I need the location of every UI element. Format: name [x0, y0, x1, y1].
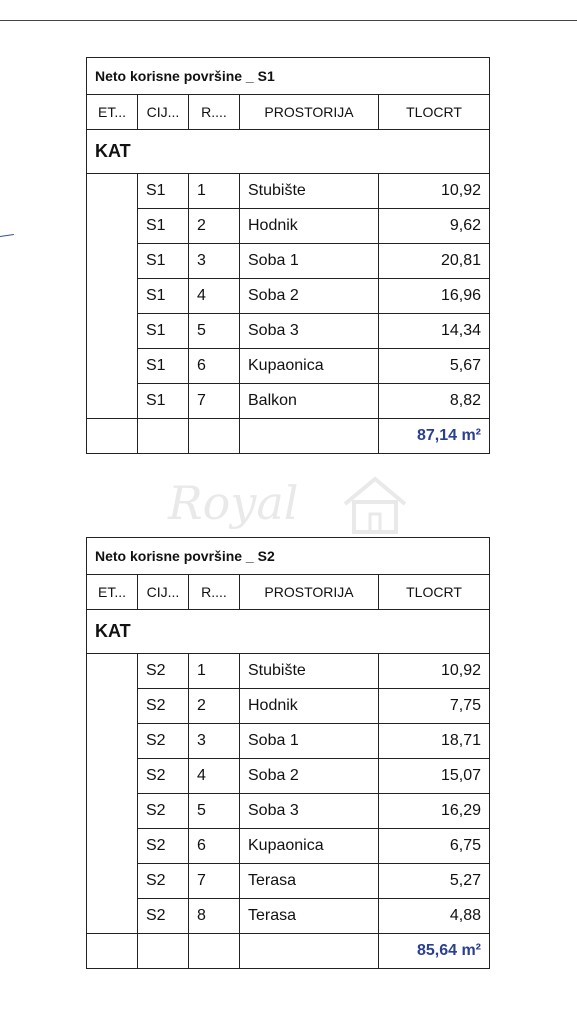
tlocrt-cell: 15,07 — [379, 759, 490, 794]
table-row — [87, 829, 490, 864]
tlocrt-cell: 14,34 — [379, 314, 490, 349]
cij-cell: S1 — [138, 349, 189, 384]
col-header-prostorija: PROSTORIJA — [240, 575, 379, 610]
cij-cell: S1 — [138, 209, 189, 244]
prostorija-cell: Terasa — [240, 899, 379, 934]
tlocrt-cell: 16,29 — [379, 794, 490, 829]
table-header-row — [87, 575, 490, 610]
col-header-et: ET... — [87, 95, 138, 130]
table-row — [87, 794, 490, 829]
r-cell: 6 — [189, 349, 240, 384]
cij-cell: S1 — [138, 384, 189, 419]
r-cell: 1 — [189, 174, 240, 209]
r-cell: 3 — [189, 244, 240, 279]
cij-cell: S1 — [138, 279, 189, 314]
tlocrt-cell: 8,82 — [379, 384, 490, 419]
tlocrt-cell: 9,62 — [379, 209, 490, 244]
prostorija-cell: Hodnik — [240, 689, 379, 724]
r-cell: 3 — [189, 724, 240, 759]
r-cell: 2 — [189, 209, 240, 244]
r-cell: 8 — [189, 899, 240, 934]
tlocrt-cell: 10,92 — [379, 174, 490, 209]
tlocrt-cell: 4,88 — [379, 899, 490, 934]
table-row — [87, 279, 490, 314]
tlocrt-cell: 5,67 — [379, 349, 490, 384]
area-table-s2 — [86, 537, 490, 969]
r-cell: 5 — [189, 794, 240, 829]
section-label: KAT — [87, 610, 490, 654]
total-row — [87, 419, 490, 454]
tlocrt-cell: 10,92 — [379, 654, 490, 689]
r-cell: 7 — [189, 864, 240, 899]
r-cell: 1 — [189, 654, 240, 689]
tlocrt-cell: 7,75 — [379, 689, 490, 724]
cij-cell: S2 — [138, 864, 189, 899]
cij-cell: S2 — [138, 654, 189, 689]
prostorija-cell: Soba 3 — [240, 794, 379, 829]
tlocrt-cell: 20,81 — [379, 244, 490, 279]
cij-cell: S1 — [138, 174, 189, 209]
prostorija-cell: Soba 3 — [240, 314, 379, 349]
watermark-logo-text: Royal — [168, 476, 299, 530]
col-header-tlocrt: TLOCRT — [379, 575, 490, 610]
prostorija-cell: Stubište — [240, 654, 379, 689]
table-row — [87, 899, 490, 934]
col-header-tlocrt: TLOCRT — [379, 95, 490, 130]
col-header-r: R.... — [189, 95, 240, 130]
r-cell: 4 — [189, 279, 240, 314]
table-row — [87, 654, 490, 689]
cij-cell: S2 — [138, 899, 189, 934]
total-row — [87, 934, 490, 969]
total-area: 87,14 m² — [379, 419, 490, 454]
prostorija-cell: Terasa — [240, 864, 379, 899]
col-header-r: R.... — [189, 575, 240, 610]
cij-cell: S1 — [138, 244, 189, 279]
prostorija-cell: Soba 1 — [240, 244, 379, 279]
col-header-cij: CIJ... — [138, 95, 189, 130]
table-header-row — [87, 95, 490, 130]
cij-cell: S2 — [138, 689, 189, 724]
tlocrt-cell: 5,27 — [379, 864, 490, 899]
tlocrt-cell: 18,71 — [379, 724, 490, 759]
cij-cell: S2 — [138, 724, 189, 759]
table-row — [87, 209, 490, 244]
section-label: KAT — [87, 130, 490, 174]
r-cell: 7 — [189, 384, 240, 419]
area-table-s1 — [86, 57, 490, 454]
table-row — [87, 174, 490, 209]
cij-cell: S2 — [138, 794, 189, 829]
col-header-cij: CIJ... — [138, 575, 189, 610]
prostorija-cell: Stubište — [240, 174, 379, 209]
cij-cell: S2 — [138, 829, 189, 864]
margin-tick-mark — [0, 234, 14, 237]
table-row — [87, 349, 490, 384]
house-icon — [340, 474, 410, 536]
prostorija-cell: Soba 1 — [240, 724, 379, 759]
table-title: Neto korisne površine _ S2 — [87, 538, 490, 575]
et-cell — [87, 654, 138, 934]
cij-cell: S2 — [138, 759, 189, 794]
table-row — [87, 864, 490, 899]
col-header-prostorija: PROSTORIJA — [240, 95, 379, 130]
table-row — [87, 759, 490, 794]
et-cell — [87, 174, 138, 419]
cij-cell: S1 — [138, 314, 189, 349]
table-row — [87, 314, 490, 349]
r-cell: 4 — [189, 759, 240, 794]
prostorija-cell: Kupaonica — [240, 349, 379, 384]
prostorija-cell: Balkon — [240, 384, 379, 419]
tlocrt-cell: 16,96 — [379, 279, 490, 314]
table-title: Neto korisne površine _ S1 — [87, 58, 490, 95]
r-cell: 2 — [189, 689, 240, 724]
table-row — [87, 384, 490, 419]
prostorija-cell: Soba 2 — [240, 759, 379, 794]
prostorija-cell: Hodnik — [240, 209, 379, 244]
col-header-et: ET... — [87, 575, 138, 610]
page-top-rule — [0, 20, 577, 21]
r-cell: 6 — [189, 829, 240, 864]
r-cell: 5 — [189, 314, 240, 349]
prostorija-cell: Soba 2 — [240, 279, 379, 314]
total-area: 85,64 m² — [379, 934, 490, 969]
tlocrt-cell: 6,75 — [379, 829, 490, 864]
table-row — [87, 244, 490, 279]
prostorija-cell: Kupaonica — [240, 829, 379, 864]
table-row — [87, 724, 490, 759]
table-row — [87, 689, 490, 724]
